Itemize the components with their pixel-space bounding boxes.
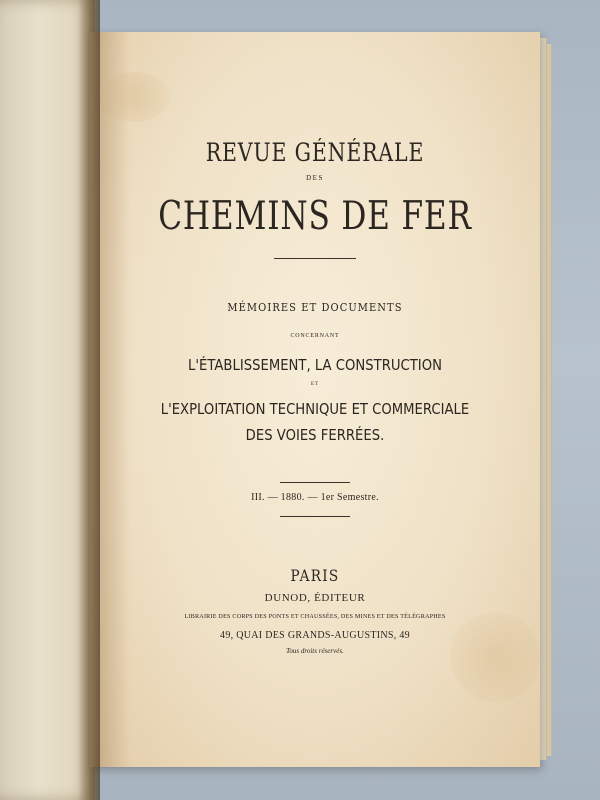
title-des: DES — [306, 174, 324, 182]
subtitle-exploitation: L'EXPLOITATION TECHNIQUE ET COMMERCIALE — [160, 400, 470, 418]
volume-rule-top — [280, 482, 350, 483]
volume-line: III. — 1880. — 1er Semestre. — [251, 492, 379, 503]
imprint-city: PARIS — [290, 566, 340, 585]
subtitle-voies-ferrees: DES VOIES FERRÉES. — [245, 426, 385, 444]
title-chemins-de-fer: CHEMINS DE FER — [158, 194, 472, 239]
book-gutter-shadow — [78, 0, 100, 800]
volume-rule-bottom — [280, 516, 350, 517]
title-revue-generale: REVUE GÉNÉRALE — [205, 138, 425, 167]
title-rule — [274, 258, 356, 259]
imprint-rights: Tous droits réservés. — [286, 647, 344, 655]
imprint-librairie: LIBRAIRIE DES CORPS DES PONTS ET CHAUSSÉES, DES MINES ET DES TÉLÉGRAPHES — [184, 613, 446, 620]
subtitle-etablissement: L'ÉTABLISSEMENT, LA CONSTRUCTION — [188, 356, 442, 374]
imprint-address: 49, QUAI DES GRANDS-AUGUSTINS, 49 — [220, 630, 410, 641]
subtitle-concernant: CONCERNANT — [290, 333, 340, 339]
subtitle-et: ET — [310, 382, 320, 387]
title-page — [90, 32, 540, 767]
imprint-publisher: DUNOD, ÉDITEUR — [264, 592, 366, 604]
paper-stain — [450, 612, 540, 702]
subtitle-memoires: MÉMOIRES ET DOCUMENTS — [227, 301, 403, 314]
paper-stain — [100, 72, 170, 122]
